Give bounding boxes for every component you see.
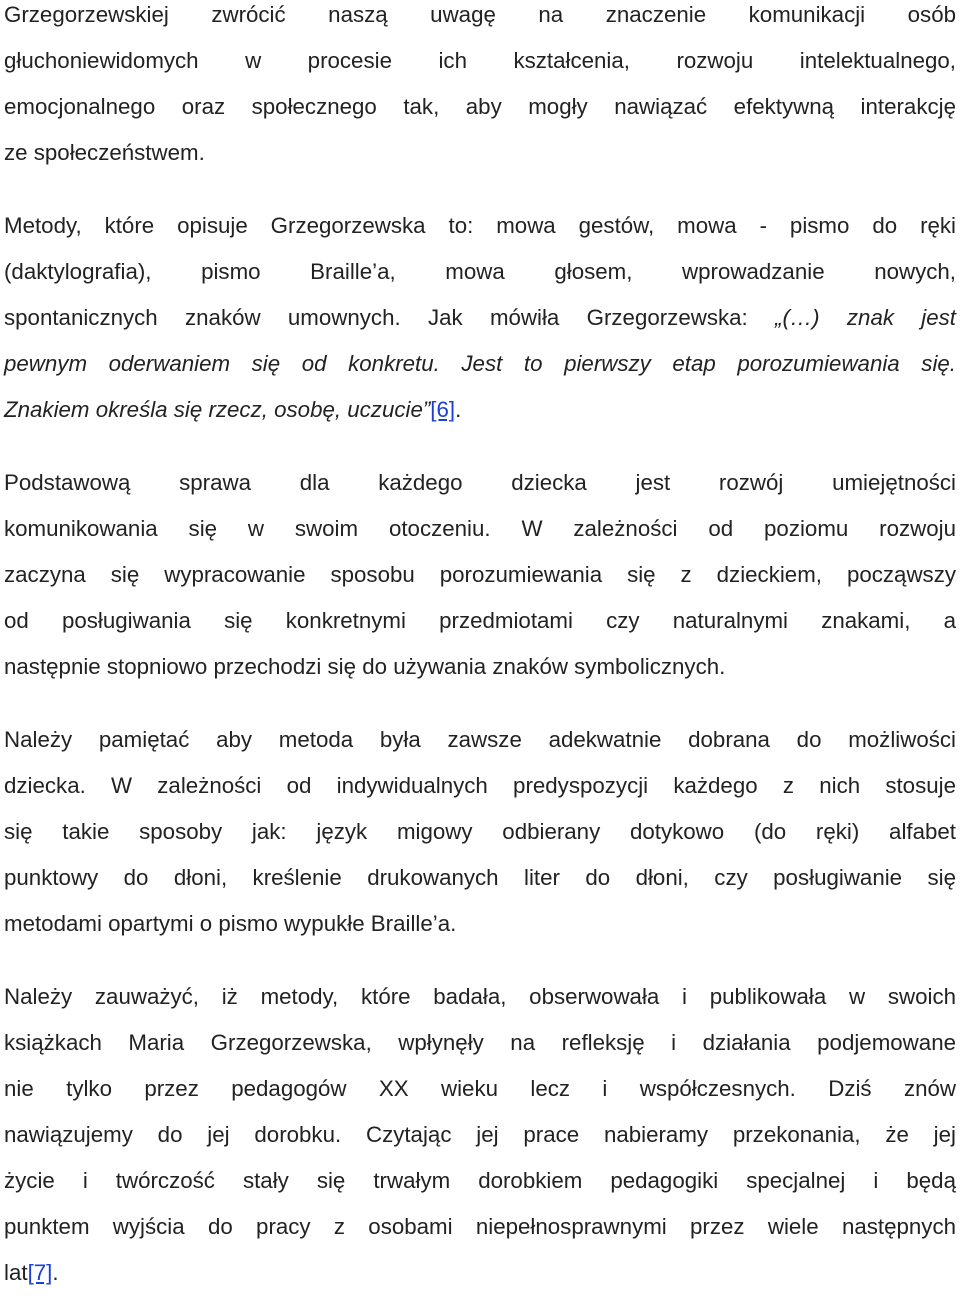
text-line: nie tylko przez pedagogów XX wieku lecz i współczesnych. Dziś znów xyxy=(4,1076,956,1101)
text-line-mixed xyxy=(4,1258,956,1304)
text-segment: . xyxy=(455,397,462,422)
text-line: Grzegorzewskiej zwrócić naszą uwagę na znaczenie komunikacji osób xyxy=(4,2,956,27)
text-line: Metody, które opisuje Grzegorzewska to: mowa gestów, mowa - pismo do ręki xyxy=(4,213,956,238)
quote-line: pewnym oderwaniem się od konkretu. Jest to pierwszy etap porozumiewania się. xyxy=(4,351,956,376)
text-line: emocjonalnego oraz społecznego tak, aby mogły nawiązać efektywną interakcję xyxy=(4,94,956,119)
text-line: punktem wyjścia do pracy z osobami niepełnosprawnymi przez wiele następnych xyxy=(4,1214,956,1239)
text-line: Należy zauważyć, iż metody, które badała, obserwowała i publikowała w swoich xyxy=(4,984,956,1009)
text-line: od posługiwania się konkretnymi przedmiotami czy naturalnymi znakami, a xyxy=(4,608,956,633)
text-line: się takie sposoby jak: język migowy odbierany dotykowo (do ręki) alfabet xyxy=(4,819,956,844)
text-line: Podstawową sprawa dla każdego dziecka jest rozwój umiejętności xyxy=(4,470,956,495)
text-line-mixed xyxy=(4,303,956,349)
text-line: zaczyna się wypracowanie sposobu porozumiewania się z dzieckiem, począwszy xyxy=(4,562,956,587)
text-line: metodami opartymi o pismo wypukłe Braille’a. xyxy=(4,911,457,936)
paragraph-5 xyxy=(4,982,956,1304)
text-segment: lat xyxy=(4,1260,28,1285)
text-line: nawiązujemy do jej dorobku. Czytając jej prace nabieramy przekonania, że jej xyxy=(4,1122,956,1147)
quote-segment: Znakiem określa się rzecz, osobę, uczucie” xyxy=(4,397,431,422)
text-line: komunikowania się w swoim otoczeniu. W zależności od poziomu rozwoju xyxy=(4,516,956,541)
paragraph-1 xyxy=(4,0,956,184)
text-line: ze społeczeństwem. xyxy=(4,140,205,165)
text-line: dziecka. W zależności od indywidualnych predyspozycji każdego z nich stosuje xyxy=(4,773,956,798)
text-line: (daktylografia), pismo Braille’a, mowa głosem, wprowadzanie nowych, xyxy=(4,259,956,284)
text-line: następnie stopniowo przechodzi się do używania znaków symbolicznych. xyxy=(4,654,726,679)
footnote-link-6[interactable]: [6] xyxy=(430,397,456,422)
footnote-link-7[interactable]: [7] xyxy=(27,1260,53,1285)
paragraph-2 xyxy=(4,211,956,441)
document-page xyxy=(4,0,956,1304)
text-line: książkach Maria Grzegorzewska, wpłynęły na refleksję i działania podjemowane xyxy=(4,1030,956,1055)
text-line: głuchoniewidomych w procesie ich kształcenia, rozwoju intelektualnego, xyxy=(4,48,956,73)
text-line: punktowy do dłoni, kreślenie drukowanych liter do dłoni, czy posługiwanie się xyxy=(4,865,956,890)
text-line: Należy pamiętać aby metoda była zawsze adekwatnie dobrana do możliwości xyxy=(4,727,956,752)
quote-segment: „(…) znak jest xyxy=(775,305,956,330)
text-line: życie i twórczość stały się trwałym dorobkiem pedagogiki specjalnej i będą xyxy=(4,1168,956,1193)
text-segment: . xyxy=(52,1260,59,1285)
paragraph-3 xyxy=(4,468,956,698)
paragraph-4 xyxy=(4,725,956,955)
text-line-mixed xyxy=(4,395,956,441)
text-segment: spontanicznych znaków umownych. Jak mówiła Grzegorzewska: xyxy=(4,305,776,330)
